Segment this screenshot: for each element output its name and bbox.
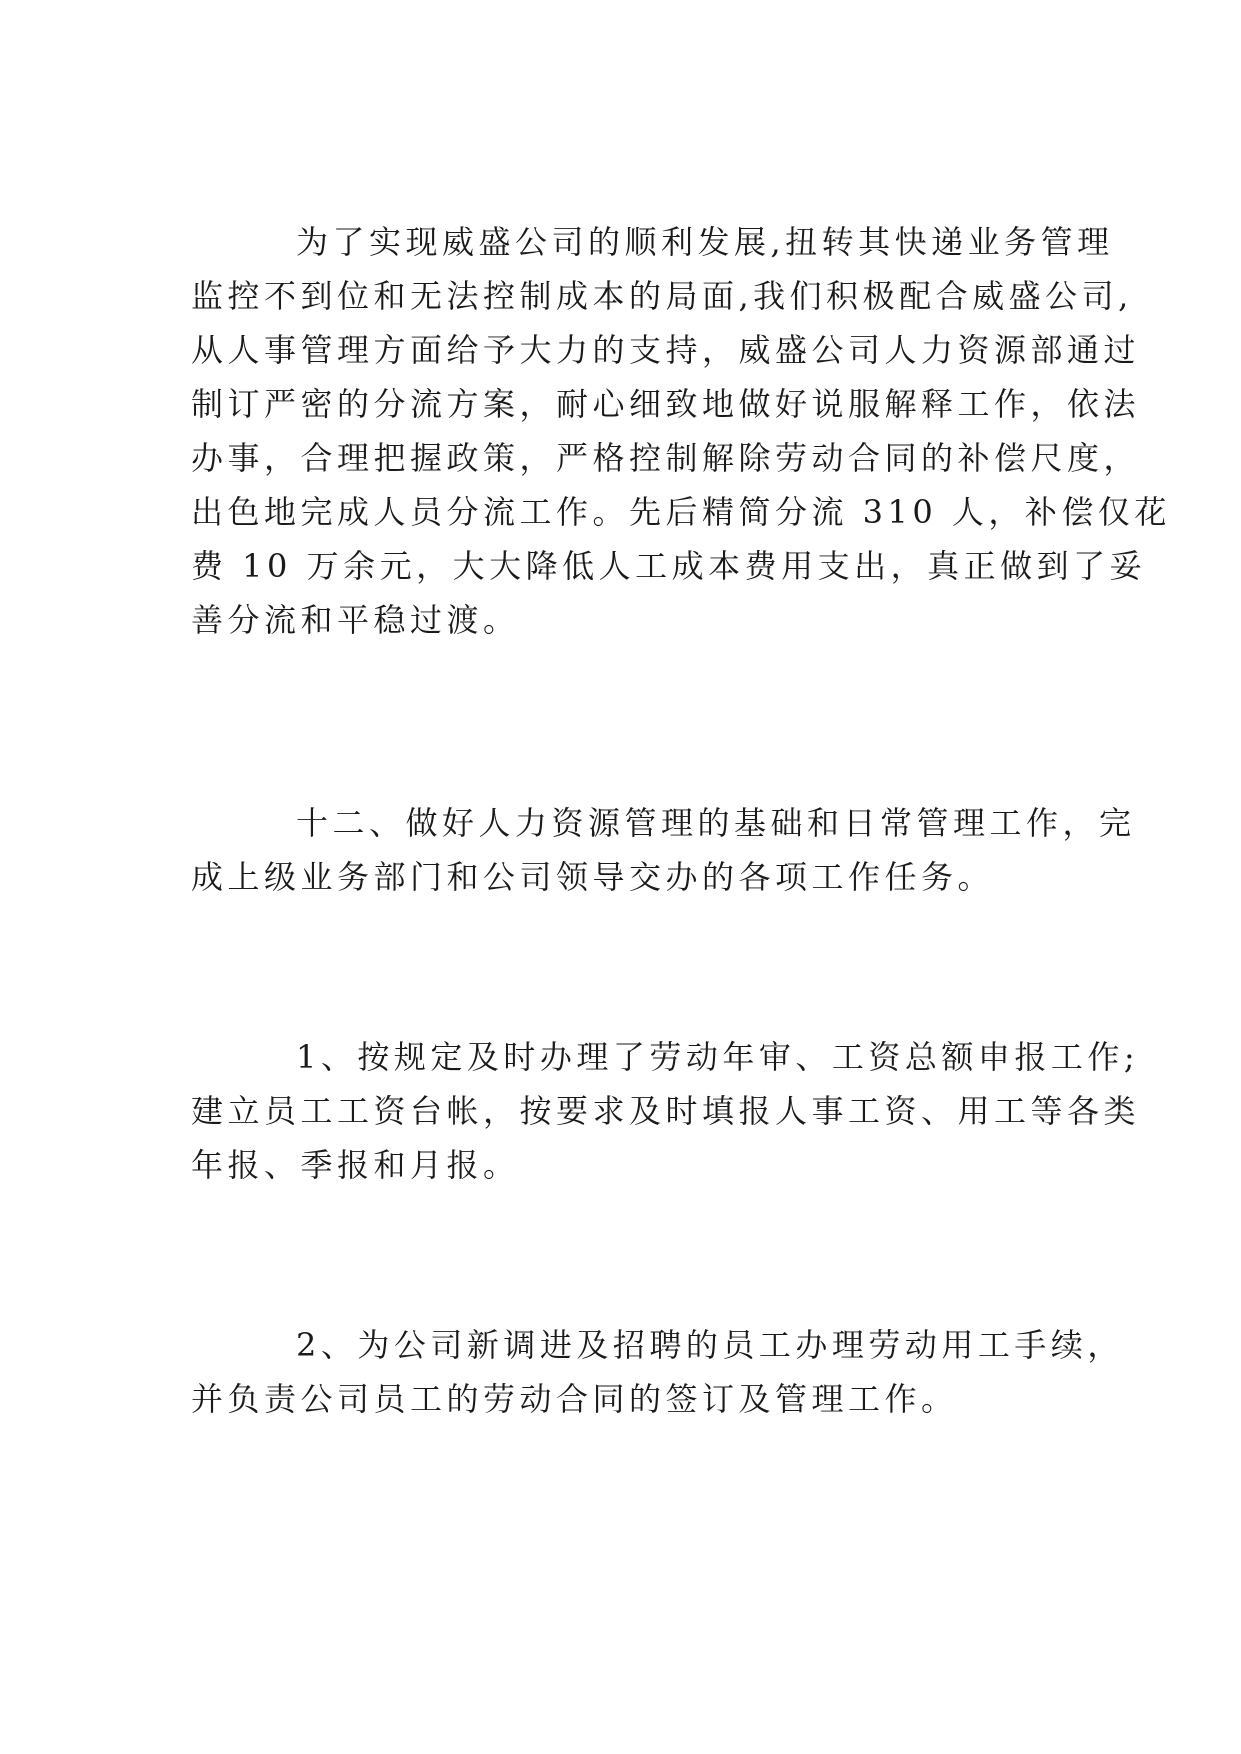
text-line: 1、按规定及时办理了劳动年审、工资总额申报工作; — [296, 1038, 1140, 1076]
text-line: 年报、季报和月报。 — [191, 1146, 520, 1184]
text-line: 并负责公司员工的劳动合同的签订及管理工作。 — [191, 1380, 958, 1418]
text-line: 制订严密的分流方案，耐心细致地做好说服解释工作，依法 — [191, 385, 1141, 423]
list-item-1 — [191, 1030, 1141, 1192]
text-line: 监控不到位和无法控制成本的局面,我们积极配合威盛公司, — [191, 277, 1133, 315]
text-line: 办事，合理把握政策，严格控制解除劳动合同的补偿尺度， — [191, 439, 1141, 477]
text-line: 2、为公司新调进及招聘的员工办理劳动用工手续， — [296, 1326, 1124, 1364]
text-line: 成上级业务部门和公司领导交办的各项工作任务。 — [191, 858, 995, 896]
text-line: 建立员工工资台帐，按要求及时填报人事工资、用工等各类 — [191, 1092, 1141, 1130]
section-heading-twelve — [191, 796, 1136, 904]
text-line: 十二、做好人力资源管理的基础和日常管理工作，完 — [296, 804, 1136, 842]
text-line: 善分流和平稳过渡。 — [191, 601, 520, 639]
text-line: 费 10 万余元，大大降低人工成本费用支出，真正做到了妥 — [191, 547, 1147, 585]
text-line: 从人事管理方面给予大力的支持，威盛公司人力资源部通过 — [191, 331, 1141, 369]
text-line: 为了实现威盛公司的顺利发展,扭转其快递业务管理 — [296, 223, 1114, 261]
list-item-2 — [191, 1318, 1124, 1426]
paragraph-staff-diversion — [191, 215, 1171, 647]
text-line: 出色地完成人员分流工作。先后精简分流 310 人，补偿仅花 — [191, 493, 1171, 531]
